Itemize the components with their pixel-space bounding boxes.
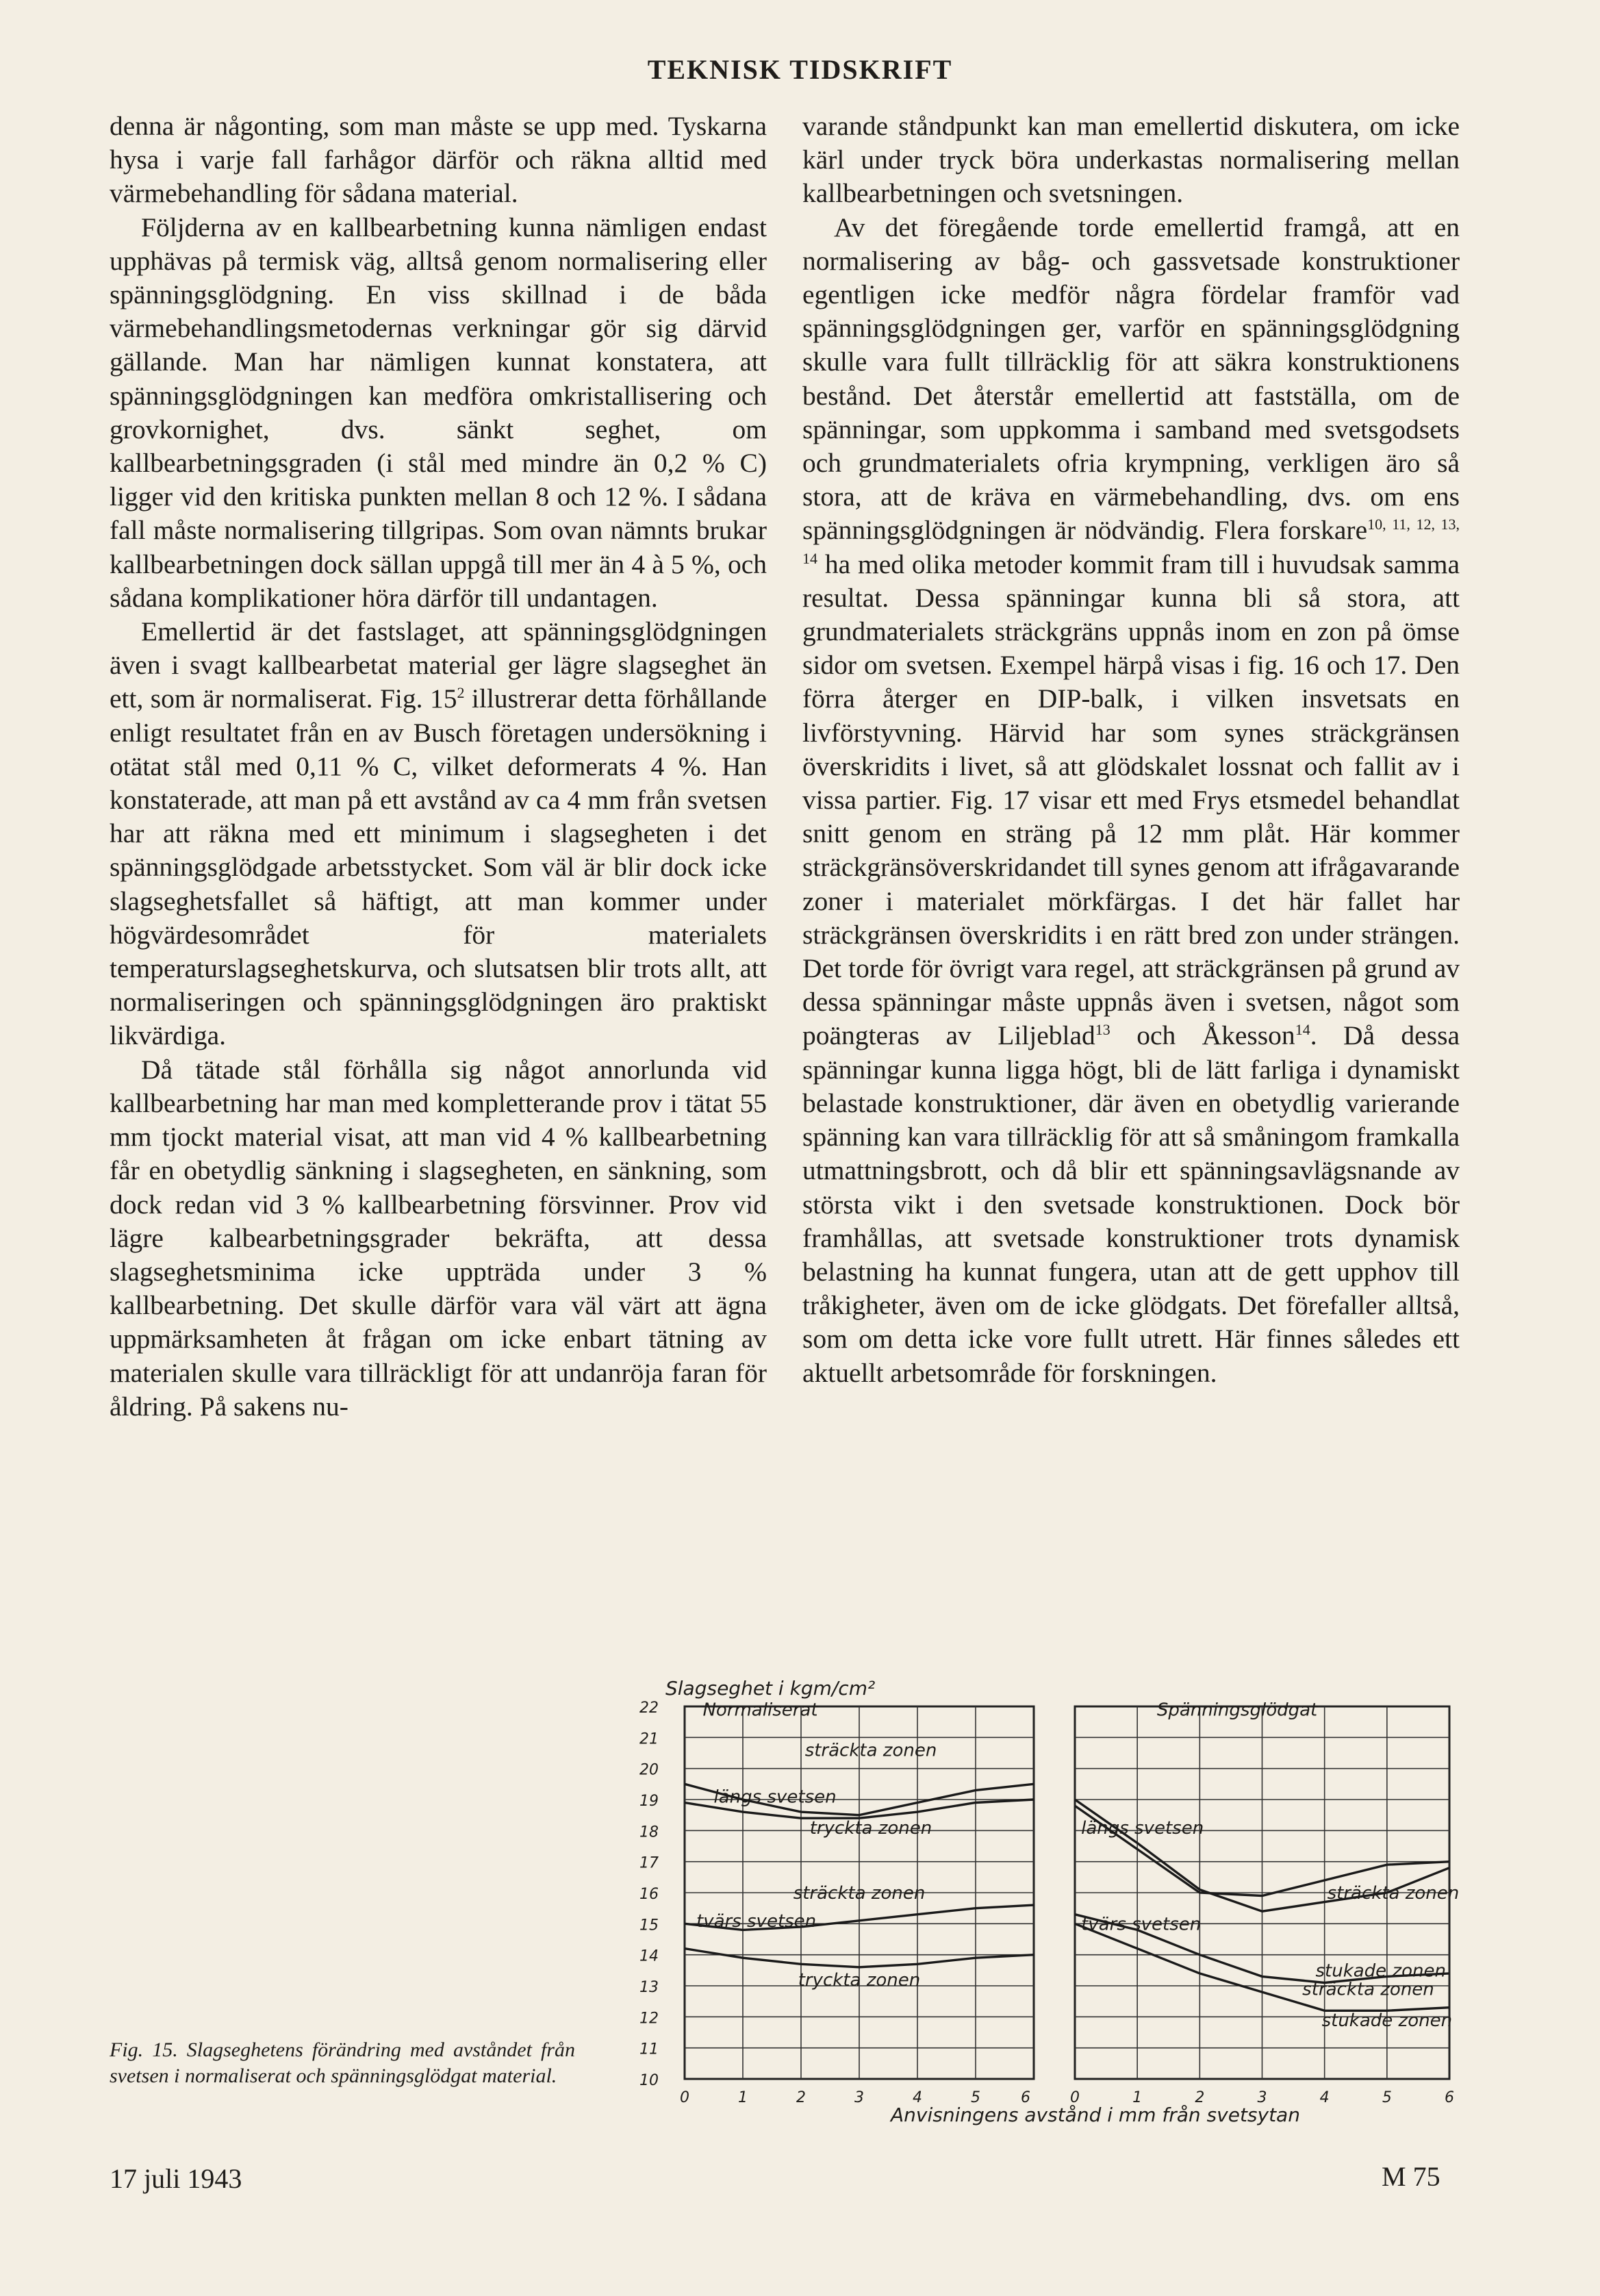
curve-label: stukade zonen <box>1321 2010 1453 2031</box>
y-tick-label: 12 <box>639 2010 659 2028</box>
paragraph: Följderna av en kallbearbetning kunna nämligen endast upphävas på termisk väg, alltså genom normalisering eller spänningsglödgning. En viss skillnad i de båda värmebehandlingsmetodernas verkningar gör sig därvid gällande. Man har nämligen kunnat konstatera, att spänningsglödgningen kan medföra omkristallisering och grovkornighet, dvs. sänkt seghet, om kallbearbetningsgraden (i stål med mindre än 0,2 % C) ligger vid den kritiska punkten mellan 8 och 12 %. I sådana fall måste normalisering tillgripas. Som ovan nämnts brukar kallbearbetningen dock sällan uppgå till mer än 4 à 5 %, och sådana komplikationer höra därför till undantagen. <box>110 212 767 613</box>
paragraph: varande ståndpunkt kan man emellertid diskutera, om icke kärl under tryck böra underkastas normalisering mellan kallbearbetningen och svetsningen. <box>802 111 1460 209</box>
issue-date: 17 juli 1943 <box>110 2163 242 2194</box>
curve-label: sträckta zonen <box>793 1883 926 1904</box>
y-tick-label: 19 <box>639 1793 659 1810</box>
x-axis-title: Anvisningens avstånd i mm från svetsytan <box>891 2104 1300 2126</box>
paragraph: Då tätade stål förhålla sig något annorlunda vid kallbearbetning har man med kompletterande prov i tätat 55 mm tjockt material visat, att man vid 4 % kallbearbetning får en obetydlig sänkning i slagsegheten, en sänkning, som dock redan vid 3 % kallbearbetning försvinner. Prov vid lägre kalbearbetningsgrader bekräfta, att dessa slagseghetsminima icke uppträda under 3 % kallbearbetning. Det skulle därför vara väl värt att ägna uppmärksamheten åt frågan om icke enbart tätning av materialen skulle vara tillräckligt för att undanröja faran för åldring. På sakens nu- <box>110 1054 767 1422</box>
right-column <box>802 110 1460 1390</box>
y-tick-label: 17 <box>639 1854 659 1872</box>
x-tick-label: 2 <box>796 2089 806 2106</box>
y-tick-label: 14 <box>639 1947 659 1965</box>
text-run: illustrerar detta förhållande enligt resultatet från en av Busch företagen undersökning i otätat stål med 0,11 % C, vilket deformerats 4 %. Han konstaterade, att man på ett avstånd av ca 4 mm från svetsen har att räkna med ett minimum i slagsegheten i det spänningsglödgade arbetsstycket. Som väl är blir dock icke slagseghetsfallet så häftigt, att man kommer under högvärdesområdet för materialets temperaturslagseghetskurva, och slutsatsen blir trots allt, att normaliseringen och spänningsglödgningen äro praktiskt likvärdiga. <box>110 683 767 1051</box>
curve-label: sträckta zonen <box>804 1740 937 1761</box>
curve-label: tryckta zonen <box>798 1970 921 1991</box>
chart-frame <box>685 1706 1034 2079</box>
y-tick-label: 21 <box>639 1730 659 1748</box>
series-line <box>685 1949 1034 1967</box>
series-line <box>685 1800 1034 1818</box>
series-line <box>1075 1923 1449 2010</box>
curve-label: stukade zonen <box>1315 1960 1446 1982</box>
x-tick-label: 6 <box>1021 2089 1030 2106</box>
curve-label: tvärs svetsen <box>1081 1914 1202 1935</box>
x-tick-label: 0 <box>680 2089 689 2106</box>
curve-label: tvärs svetsen <box>696 1910 817 1932</box>
x-tick-label: 0 <box>1070 2089 1080 2106</box>
curve-label: Spänningsglödgat <box>1156 1700 1318 1721</box>
left-column <box>110 110 767 1424</box>
x-tick-label: 3 <box>1257 2089 1267 2106</box>
y-tick-label: 20 <box>639 1761 659 1779</box>
series-line <box>685 1784 1034 1815</box>
y-axis-title: Slagseghet i kgm/cm² <box>665 1677 876 1700</box>
x-tick-label: 2 <box>1195 2089 1205 2106</box>
paragraph <box>110 615 767 1053</box>
text-run: Av det föregående torde emellertid framgå, att en normalisering av båg- och gassvetsade konstruktioner egentligen icke medför några fördelar framför vad spänningsglödgningen ger, varför en spänningsglödgning skulle vara fullt tillräcklig för att säkra konstruktionens bestånd. Det återstår emellertid att fastställa, om de spänningar, som uppkomma i samband med svetsgodsets och grundmaterialets ofria krympning, verkligen äro så stora, att de kräva en värmebehandling, dvs. om ens spänningsglödgningen är nödvändig. Flera forskare <box>802 212 1460 546</box>
series-line <box>1075 1800 1449 1911</box>
y-tick-label: 15 <box>639 1917 659 1934</box>
paragraph: denna är någonting, som man måste se upp med. Tyskarna hysa i varje fall farhågor därför och räkna alltid med värmebehandling för sådana material. <box>110 111 767 209</box>
text-run: Emellertid är det fastslaget, att spänningsglödgningen även i svagt kallbearbetat material ger lägre slagseghet än ett, som är normaliserat. Fig. 15 <box>110 616 767 714</box>
curve-label: Normaliserat <box>702 1700 818 1721</box>
curve-label: längs svetsen <box>1081 1817 1204 1839</box>
text-run: ha med olika metoder kommit fram till i huvudsak samma resultat. Dessa spänningar kunna bli så stora, att grundmaterialets sträckgräns uppnås inom en zon på ömse sidor om svetsen. Exempel härpå visas i fig. 16 och 17. Den förra återger en DIP-balk, i vilken insvetsats en livförstyvning. Härvid har som synes sträckgränsen överskridits i livet, så att glödskalet lossnat och fallit av i vissa partier. Fig. 17 visar ett med Frys etsmedel behandlat snitt genom en sträng på 12 mm plåt. Här kommer sträckgränsöverskridandet till synes genom att ifrågavarande zoner i materialet mörkfärgas. I det här fallet har sträckgränsen överskridits i en rätt bred zon under strängen. Det torde för övrigt vara regel, att sträckgränsen på grund av dessa spänningar måste uppnås även i svetsen, något som poängteras av Liljeblad <box>802 548 1460 1051</box>
journal-title: TEKNISK TIDSKRIFT <box>647 54 953 85</box>
curve-label: sträckta zonen <box>1302 1979 1434 2000</box>
y-tick-label: 16 <box>639 1886 659 1903</box>
y-tick-label: 10 <box>639 2072 659 2089</box>
series-line <box>1075 1806 1449 1895</box>
y-tick-label: 18 <box>639 1824 659 1841</box>
figure-caption: Fig. 15. Slagseghetens förändring med avståndet från svetsen i normaliserat och spänningsglödgat material. <box>110 2039 575 2087</box>
footnote-ref: 10, 11, 12, 13, 14 <box>802 516 1460 567</box>
x-tick-label: 4 <box>1319 2089 1330 2106</box>
footnote-ref: 2 <box>457 684 465 702</box>
y-tick-label: 22 <box>639 1700 659 1717</box>
x-tick-label: 6 <box>1445 2089 1454 2106</box>
x-tick-label: 4 <box>913 2089 922 2106</box>
curve-label: längs svetsen <box>713 1787 837 1808</box>
x-tick-label: 1 <box>1132 2089 1143 2106</box>
footnote-ref: 13 <box>1095 1021 1110 1039</box>
x-tick-label: 3 <box>854 2089 864 2106</box>
x-tick-label: 1 <box>738 2089 748 2106</box>
curve-label: sträckta zonen <box>1327 1883 1460 1904</box>
paragraph <box>802 211 1460 1390</box>
series-line <box>685 1905 1034 1930</box>
text-run: . Då dessa spänningar kunna ligga högt, bli de lätt farliga i dynamiskt belastade konstruktioner, där även en obetydlig varierande spänning kan vara tillräcklig för att så småningom framkalla utmattningsbrott, och då blir ett spänningsavlägsnande av största vikt i den svetsade konstruktionen. Dock bör framhållas, att svetsade konstruktioner trots dynamisk belastning ha kunnat fungera, utan att de gett upphov till tråkigheter, även om de icke glödgats. Det förefaller alltså, som om detta icke vore fullt utrett. Här finnes således ett aktuellt arbetsområde för forskningen. <box>802 1020 1460 1388</box>
footnote-ref: 14 <box>1295 1021 1310 1039</box>
x-tick-label: 5 <box>1382 2089 1392 2106</box>
y-tick-label: 13 <box>639 1979 659 1996</box>
y-tick-label: 11 <box>639 2041 659 2058</box>
x-tick-label: 5 <box>971 2089 980 2106</box>
text-run: och Åkesson <box>1110 1020 1295 1051</box>
series-line <box>1075 1915 1449 1983</box>
page-number: M 75 <box>1382 2161 1440 2192</box>
curve-label: tryckta zonen <box>809 1817 932 1839</box>
chart-frame <box>1075 1706 1449 2079</box>
